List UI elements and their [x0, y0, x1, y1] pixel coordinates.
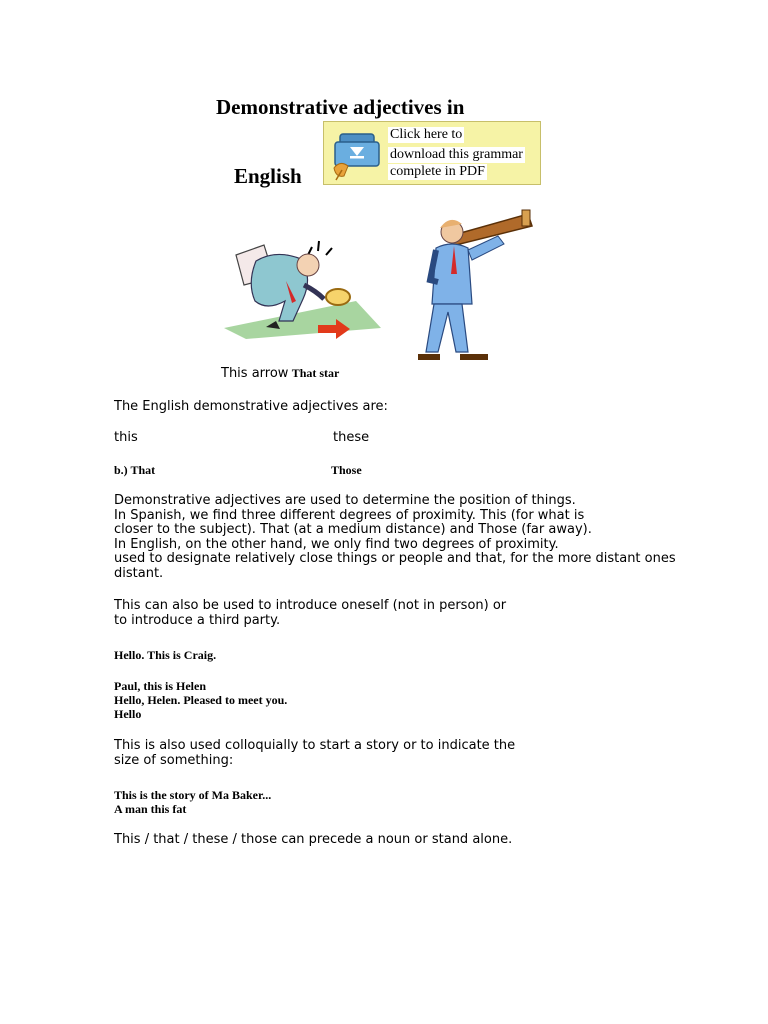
folder-download-icon: [326, 122, 388, 184]
pdf-button-line1: Click here to: [390, 127, 463, 142]
example-dialogue: [114, 679, 287, 721]
story-line: A man this fat: [114, 802, 187, 816]
pair-that: b.) That: [114, 463, 156, 477]
intro-text: The English demonstrative adjectives are:: [114, 399, 388, 414]
closing-text: This / that / these / those can precede a noun or stand alone.: [114, 832, 513, 847]
man-with-telescope-illustration: [414, 206, 536, 364]
download-pdf-button[interactable]: [323, 121, 541, 185]
illustration-caption: [221, 366, 339, 382]
example-story: [114, 788, 271, 816]
dialogue-line: Hello, Helen. Pleased to meet you.: [114, 693, 288, 707]
pdf-button-line3: complete in PDF: [390, 164, 485, 179]
paragraph1-line: distant.: [114, 565, 164, 581]
example-hello-craig: Hello. This is Craig.: [114, 648, 217, 662]
paragraph-introductions: [114, 599, 506, 628]
paragraph2-line: to introduce a third party.: [114, 612, 281, 628]
story-line: This is the story of Ma Baker...: [114, 788, 272, 802]
man-with-magnifying-glass-illustration: [216, 233, 386, 343]
paragraph1-line: used to designate relatively close things or people and that, for the more distant ones: [114, 551, 676, 567]
paragraph-colloquial-use: [114, 739, 515, 768]
dialogue-line: Hello: [114, 707, 142, 721]
paragraph1-line: In Spanish, we find three different degrees of proximity. This (for what is: [114, 507, 585, 523]
pair-those: Those: [331, 463, 362, 477]
paragraph-degrees-of-proximity: [114, 494, 676, 582]
paragraph1-line: In English, on the other hand, we only find two degrees of proximity.: [114, 536, 559, 552]
pair-this: this: [114, 430, 138, 445]
paragraph3-line: size of something:: [114, 752, 234, 768]
paragraph2-line: This can also be used to introduce oneself (not in person) or: [114, 598, 507, 613]
page-title-line2: English: [234, 164, 302, 188]
paragraph1-line: closer to the subject). That (at a medium distance) and Those (far away).: [114, 522, 592, 538]
pair-these: these: [333, 430, 370, 445]
paragraph3-line: This is also used colloquially to start a story or to indicate the: [114, 738, 516, 753]
caption-that-star: That star: [291, 366, 340, 380]
dialogue-line: Paul, this is Helen: [114, 679, 207, 693]
caption-this-arrow: This arrow: [221, 366, 289, 381]
page-title-line1: Demonstrative adjectives in: [216, 95, 465, 119]
paragraph1-line: Demonstrative adjectives are used to determine the position of things.: [114, 493, 576, 508]
pdf-button-line2: download this grammar: [390, 147, 523, 162]
